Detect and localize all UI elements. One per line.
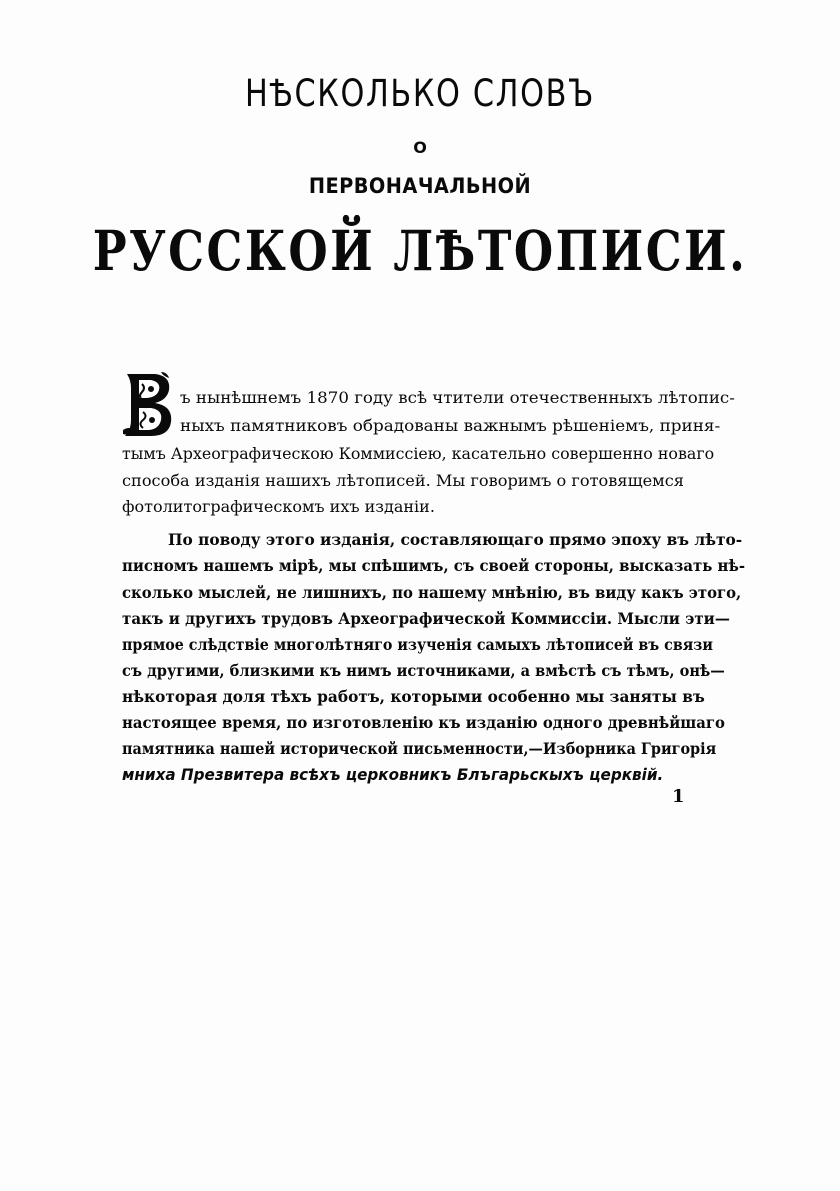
text-line: ныхъ памятниковъ обрадованы важнымъ рѣшеніемъ, приня-: [180, 416, 721, 435]
text-line: способа изданія нашихъ лѣтописей. Мы говоримъ о готовящемся: [122, 471, 684, 490]
text-line: прямое слѣдствіе многолѣтняго изученія самыхъ лѣтописей въ связи: [122, 635, 713, 654]
text-line: памятника нашей исторической письменности,—Изборника Григорія: [122, 739, 717, 758]
drop-cap-ornament: [121, 370, 177, 438]
title-line-1: НѢСКОЛЬКО СЛОВЪ: [244, 72, 596, 115]
text-line: сколько мыслей, не лишнихъ, по нашему мнѣнію, въ виду какъ этого,: [122, 583, 742, 602]
text-line: такъ и другихъ трудовъ Археографической Коммиссіи. Мысли эти—: [122, 609, 730, 628]
text-line: нѣкоторая доля тѣхъ работъ, которыми особенно мы заняты въ: [122, 687, 705, 706]
title-line-2: О: [413, 138, 427, 157]
page-number: 1: [672, 786, 685, 807]
title-line-3: ПЕРВОНАЧАЛЬНОЙ: [308, 174, 532, 198]
text-line: ъ нынѣшнемъ 1870 году всѣ чтители отечественныхъ лѣтопис-: [180, 388, 735, 407]
text-line: фотолитографическомъ ихъ изданіи.: [122, 497, 435, 516]
text-line: съ другими, близкими къ нимъ источниками, а вмѣстѣ съ тѣмъ, онѣ—: [122, 661, 725, 680]
text-line: настоящее время, по изготовленію къ изданію одного древнѣйшаго: [122, 713, 725, 732]
text-line: По поводу этого изданія, составляющаго прямо эпоху въ лѣто-: [168, 530, 743, 549]
text-line: писномъ нашемъ мірѣ, мы спѣшимъ, съ своей стороны, высказать нѣ-: [122, 556, 746, 575]
title-line-4: РУССКОЙ ЛѢТОПИСИ.: [92, 218, 748, 283]
text-line-old-slavonic: мниха Презвитера всѣхъ церковникъ Блъгарьскыхъ церквій.: [122, 765, 664, 784]
text-line: тымъ Археографическою Коммиссіею, касательно совершенно новаго: [122, 444, 715, 463]
